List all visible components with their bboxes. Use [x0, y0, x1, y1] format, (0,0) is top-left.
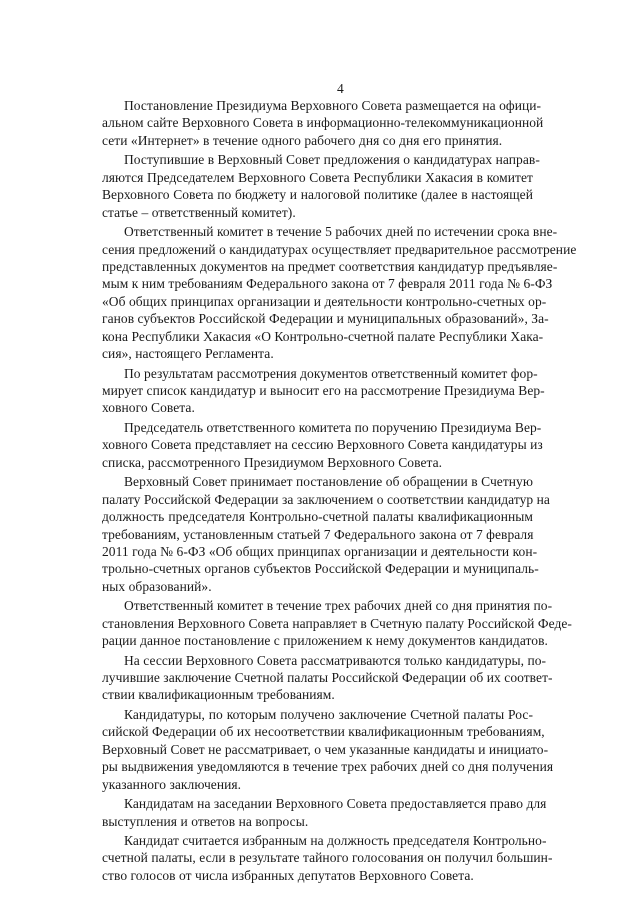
- text-line: выступления и ответов на вопросы.: [102, 813, 309, 829]
- text-line: сения предложений о кандидатурах осуществляет предварительное рассмотрение: [102, 241, 577, 257]
- text-line: ганов субъектов Российской Федерации и муниципальных образований», За-: [102, 311, 549, 327]
- paragraph-5: [102, 419, 543, 471]
- text-line: списка, рассмотренного Президиумом Верховного Совета.: [102, 454, 443, 470]
- text-line: сийской Федерации об их несоответствии квалификационным требованиям,: [102, 724, 545, 740]
- text-line: ры выдвижения уведомляются в течение трех рабочих дней со дня получения: [102, 759, 554, 775]
- text-line: становления Верховного Совета направляет в Счетную палату Российской Феде-: [102, 615, 572, 631]
- text-line: сия», настоящего Регламента.: [102, 346, 274, 362]
- text-line: Верховный Совет не рассматривает, о чем указанные кандидаты и инициато-: [102, 741, 549, 757]
- paragraph-11: [102, 832, 553, 884]
- text-line: Постановление Президиума Верховного Совета размещается на офици-: [124, 98, 542, 113]
- text-line: рации данное постановление с приложением к нему документов кандидатов.: [102, 633, 548, 649]
- paragraph-9: [102, 706, 554, 793]
- text-line: 2011 года № 6-ФЗ «Об общих принципах организации и деятельности кон-: [102, 543, 538, 559]
- paragraph-6: [102, 473, 550, 595]
- text-line: мирует список кандидатур и выносит его на рассмотрение Президиума Вер-: [102, 383, 545, 398]
- text-line: ховного Совета.: [102, 400, 195, 416]
- text-line: На сессии Верховного Совета рассматриваются только кандидатуры, по-: [124, 652, 547, 668]
- page-number: 4: [337, 81, 344, 96]
- text-line: ство голосов от числа избранных депутатов Верховного Совета.: [102, 867, 474, 883]
- text-line: лучившие заключение Счетной палаты Российской Федерации об их соответ-: [102, 670, 553, 685]
- text-line: Ответственный комитет в течение трех рабочих дней со дня принятия по-: [124, 598, 553, 614]
- text-line: Верховного Совета по бюджету и налоговой политике (далее в настоящей: [102, 187, 533, 203]
- text-line: По результатам рассмотрения документов ответственный комитет фор-: [124, 365, 538, 381]
- paragraph-2: [102, 151, 540, 221]
- text-line: требованиям, установленным статьей 7 Федерального закона от 7 февраля: [102, 526, 534, 542]
- paragraph-3: [102, 223, 577, 363]
- text-line: Председатель ответственного комитета по поручению Президиума Вер-: [124, 419, 542, 435]
- text-line: ховного Совета представляет на сессию Верховного Совета кандидатуры из: [102, 437, 543, 453]
- paragraph-7: [102, 597, 572, 649]
- text-line: кона Республики Хакасия «О Контрольно-счетной палате Республики Хака-: [102, 328, 544, 344]
- text-line: Кандидатам на заседании Верховного Совета предоставляется право для: [124, 796, 547, 812]
- paragraph-8: [102, 652, 553, 704]
- document-body: [102, 97, 577, 886]
- text-line: счетной палаты, если в результате тайного голосования он получил большин-: [102, 850, 553, 866]
- text-line: мым к ним требованиям Федерального закона от 7 февраля 2011 года № 6-ФЗ: [102, 276, 553, 292]
- text-line: сети «Интернет» в течение одного рабочего дня со дня его принятия.: [102, 132, 503, 148]
- text-line: ляются Председателем Верховного Совета Республики Хакасия в комитет: [102, 169, 533, 185]
- text-line: Ответственный комитет в течение 5 рабочих дней по истечении срока вне-: [124, 224, 558, 240]
- text-line: Кандидат считается избранным на должность председателя Контрольно-: [124, 832, 547, 848]
- paragraph-10: [102, 795, 547, 830]
- paragraph-1: [102, 97, 544, 149]
- text-line: представленных документов на предмет соответствия кандидатур предъявляе-: [102, 258, 558, 274]
- text-line: ствии квалификационным требованиям.: [102, 687, 335, 703]
- text-line: ных образований».: [102, 578, 212, 594]
- text-line: Верховный Совет принимает постановление об обращении в Счетную: [124, 474, 533, 490]
- text-line: альном сайте Верховного Совета в информационно-телекоммуникационной: [102, 115, 544, 131]
- text-line: трольно-счетных органов субъектов Российской Федерации и муниципаль-: [102, 561, 539, 577]
- text-line: указанного заключения.: [102, 776, 242, 792]
- text-line: «Об общих принципах организации и деятельности контрольно-счетных ор-: [102, 293, 547, 309]
- text-line: должность председателя Контрольно-счетной палаты квалификационным: [102, 509, 533, 525]
- text-line: Кандидатуры, по которым получено заключение Счетной палаты Рос-: [124, 706, 533, 722]
- text-line: палату Российской Федерации за заключением о соответствии кандидатур на: [102, 491, 550, 507]
- text-line: Поступившие в Верховный Совет предложения о кандидатурах направ-: [124, 152, 540, 168]
- text-line: статье – ответственный комитет).: [102, 204, 296, 220]
- paragraph-4: [102, 365, 545, 417]
